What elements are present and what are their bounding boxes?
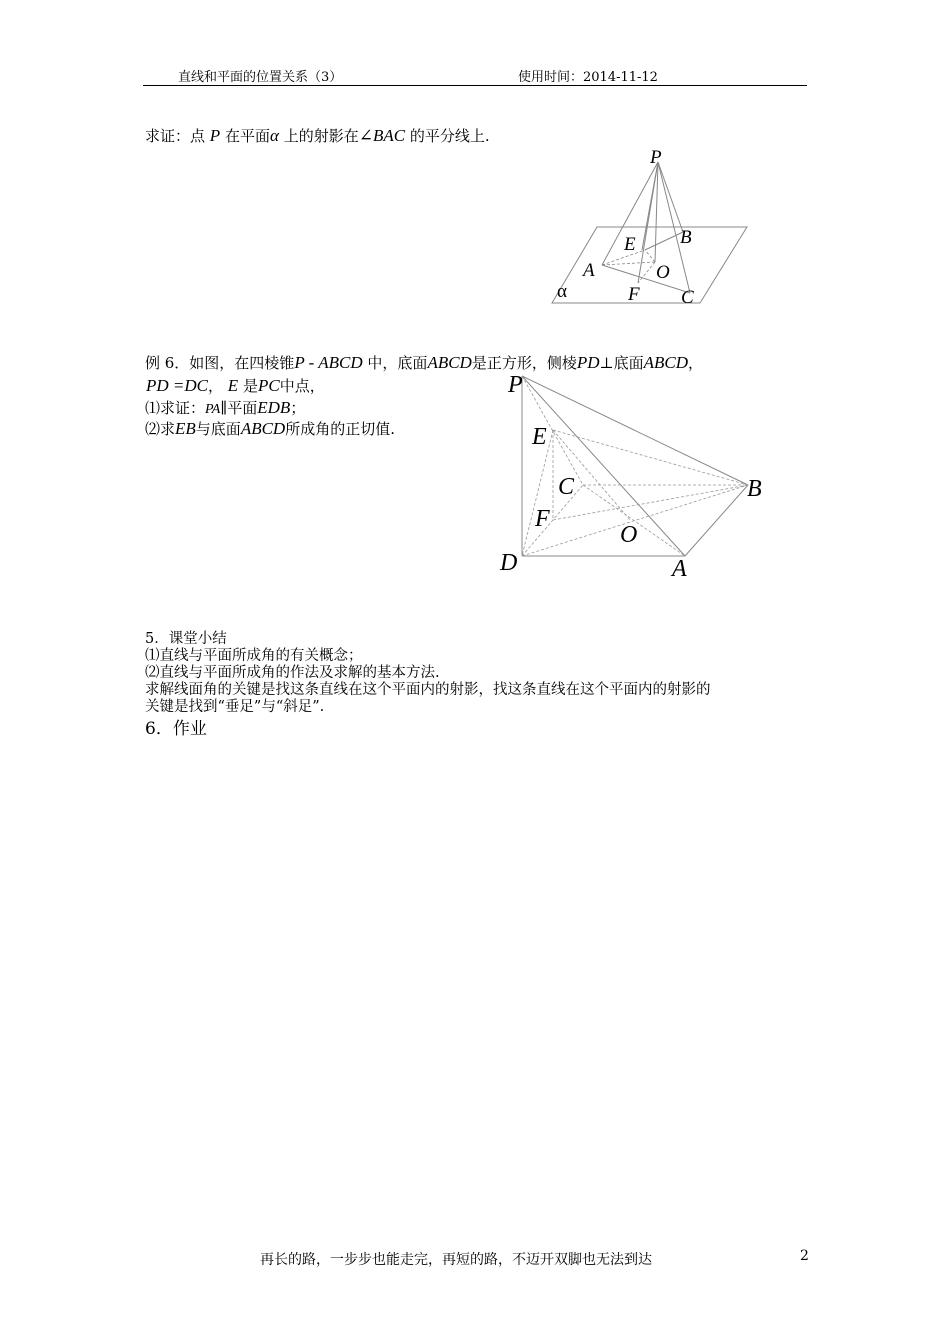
footer-motto: 再长的路，一步步也能走完，再短的路，不迈开双脚也无法到达 — [260, 1252, 652, 1268]
ex6-l2-text-a: ， — [208, 377, 224, 395]
example6-question1 — [145, 398, 305, 419]
header-rule — [143, 85, 807, 86]
summary-heading: 5．课堂小结 — [145, 631, 227, 647]
ex6-q2-ABCD: ABCD — [240, 419, 286, 438]
ex6-l2-text-c: 中点， — [279, 377, 325, 395]
ex6-l1-text-d: ⊥底面 — [599, 354, 644, 372]
label-A: A — [583, 260, 595, 281]
ex6-l1-base2: ABCD — [643, 353, 689, 372]
proof-plane: α — [269, 126, 279, 145]
label-O: O — [620, 522, 638, 548]
ex6-q2-EB: EB — [175, 419, 196, 438]
dash-FB — [553, 485, 748, 520]
proof-middle: 在平面 — [224, 127, 270, 145]
ex6-q2-text-b: 与底面 — [195, 420, 241, 438]
label-P: P — [508, 372, 523, 398]
ex6-l2-equation: PD =DC — [146, 376, 208, 395]
ex6-l2-PC: PC — [257, 376, 280, 395]
label-E: E — [532, 424, 547, 450]
header-title: 直线和平面的位置关系（3） — [178, 70, 343, 85]
ex6-q2-text-a: ⑵求 — [145, 420, 176, 438]
ex6-q1-text-a: ⑴求证： — [145, 399, 206, 417]
label-B: B — [680, 227, 692, 248]
label-B: B — [747, 476, 762, 502]
ex6-l1-text-e: ， — [688, 354, 704, 372]
ex6-l2-point-E: E — [227, 376, 239, 395]
example6-question2 — [145, 419, 395, 439]
ex6-q1-PA: PA — [205, 402, 221, 417]
label-C: C — [558, 474, 575, 500]
label-C: C — [681, 287, 694, 308]
proof-middle2: 上的射影在 — [283, 127, 359, 145]
label-F: F — [628, 284, 640, 305]
homework-heading: 6．作业 — [145, 719, 207, 739]
ex6-l1-edge: PD — [576, 353, 600, 372]
label-P: P — [650, 147, 662, 168]
label-E: E — [624, 234, 636, 255]
ex6-l1-pyramid: P - ABCD — [294, 353, 363, 372]
figure-2-pyramid — [495, 365, 775, 585]
summary-item-1: ⑴直线与平面所成角的有关概念； — [145, 648, 363, 664]
label-F: F — [535, 506, 550, 532]
ex6-q1-EDB: EDB — [257, 398, 291, 417]
ex6-l1-base: ABCD — [427, 353, 472, 372]
dash-OE — [645, 250, 655, 262]
plane-alpha — [552, 227, 747, 303]
dash-AO — [602, 262, 655, 265]
ex6-q2-text-c: 所成角的正切值. — [285, 420, 395, 438]
ex6-q1-text-c: ； — [290, 399, 306, 417]
edge-AB — [685, 485, 748, 556]
ex6-l2-text-b: 是 — [242, 377, 258, 395]
edge-AC — [602, 265, 690, 293]
example6-line2 — [146, 376, 325, 396]
ex6-l1-text-a: 例 6．如图，在四棱锥 — [145, 354, 295, 372]
proof-angle: ∠BAC — [358, 126, 406, 145]
label-D: D — [500, 550, 518, 576]
proof-statement — [145, 126, 490, 146]
label-alpha: α — [557, 281, 567, 302]
edge-PB — [658, 162, 683, 232]
header-date: 使用时间：2014-11-12 — [518, 70, 658, 85]
page-number: 2 — [800, 1248, 809, 1264]
ex6-q1-text-b: ∥平面 — [220, 399, 258, 417]
summary-paragraph-line-2: 关键是找到“垂足”与“斜足”. — [145, 699, 325, 715]
ex6-l1-text-b: 中，底面 — [367, 354, 428, 372]
ex6-l1-text-c: 是正方形，侧棱 — [471, 354, 577, 372]
proof-prefix: 求证：点 — [145, 127, 206, 145]
summary-item-2: ⑵直线与平面所成角的作法及求解的基本方法. — [145, 665, 440, 681]
figure-1-projection — [540, 140, 760, 315]
proof-suffix: 的平分线上. — [409, 127, 490, 145]
summary-paragraph-line-1: 求解线面角的关键是找这条直线在这个平面内的射影，找这条直线在这个平面内的射影的 — [145, 682, 711, 698]
label-A: A — [672, 556, 687, 582]
proof-point: P — [209, 126, 221, 145]
label-O: O — [656, 262, 670, 283]
